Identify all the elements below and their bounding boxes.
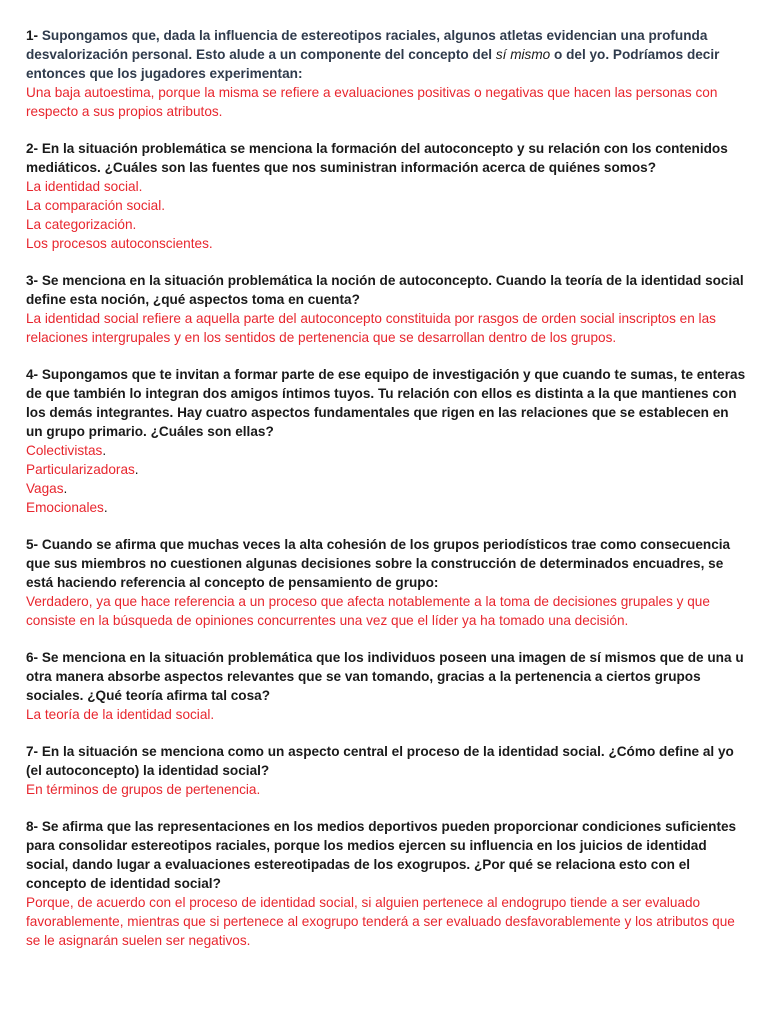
question-3 [26, 271, 748, 309]
answer-7: En términos de grupos de pertenencia. [26, 782, 261, 797]
answer-4-4: Emocionales. [26, 500, 108, 515]
qa-item-8 [26, 817, 748, 950]
question-number: 7- [26, 744, 39, 759]
qa-item-1 [26, 26, 748, 121]
question-number: 1- [26, 28, 39, 43]
answer-2-4: Los procesos autoconscientes. [26, 236, 213, 251]
qa-item-5 [26, 535, 748, 630]
qa-item-2 [26, 139, 748, 253]
question-number: 6- [26, 650, 39, 665]
answer-4-2: Particularizadoras. [26, 462, 139, 477]
question-text: o del yo. Podríamos decir entonces que los jugadores experimentan: [26, 47, 720, 81]
question-1 [26, 26, 748, 83]
qa-item-6 [26, 648, 748, 724]
question-number: 4- [26, 367, 39, 382]
question-6 [26, 648, 748, 705]
question-number: 5- [26, 537, 39, 552]
qa-item-7 [26, 742, 748, 799]
answer-4-1: Colectivistas. [26, 443, 107, 458]
answer-2-1: La identidad social. [26, 179, 143, 194]
answer-4-3: Vagas. [26, 481, 68, 496]
qa-item-4 [26, 365, 748, 517]
question-text: En la situación problemática se menciona la formación del autoconcepto y su relación con los contenidos mediáticos. ¿Cuáles son las fuentes que nos suministran información acerca de quiénes somos? [26, 141, 728, 175]
question-text: Se menciona en la situación problemática que los individuos poseen una imagen de sí mismos que de una u otra manera absorbe aspectos relevantes que se van tomando, gracias a la pertenencia a ciertos grupos sociales. ¿Qué teoría afirma tal cosa? [26, 650, 744, 703]
answer-6: La teoría de la identidad social. [26, 707, 215, 722]
question-5 [26, 535, 748, 592]
question-text: En la situación se menciona como un aspecto central el proceso de la identidad social. ¿Cómo define al yo (el autoconcepto) la identidad social? [26, 744, 734, 778]
answer-5: Verdadero, ya que hace referencia a un proceso que afecta notablemente a la toma de decisiones grupales y que consiste en la búsqueda de opiniones concurrentes una vez que el líder ya ha tomado una decisión. [26, 594, 710, 628]
question-7 [26, 742, 748, 780]
question-text: Supongamos que, dada la influencia de estereotipos raciales, algunos atletas evidencian una profunda desvalorización personal. Esto alude a un componente del concepto del [26, 28, 708, 62]
question-8 [26, 817, 748, 893]
answer-8: Porque, de acuerdo con el proceso de identidad social, si alguien pertenece al endogrupo tiende a ser evaluado favorablemente, mientras que si pertenece al exogrupo tenderá a ser evaluado desfavorablemente y los atributos que se le asignarán suelen ser negativos. [26, 895, 735, 948]
question-text: Se menciona en la situación problemática la noción de autoconcepto. Cuando la teoría de la identidad social define esta noción, ¿qué aspectos toma en cuenta? [26, 273, 744, 307]
answer-1: Una baja autoestima, porque la misma se refiere a evaluaciones positivas o negativas que hacen las personas con respecto a sus propios atributos. [26, 85, 718, 119]
question-text: Supongamos que te invitan a formar parte de ese equipo de investigación y que cuando te sumas, te enteras de que también lo integran dos amigos íntimos tuyos. Tu relación con ellos es distinta a la que mantienes con los demás integrantes. Hay cuatro aspectos fundamentales que rigen en las relaciones que se establecen en un grupo primario. ¿Cuáles son ellas? [26, 367, 746, 439]
question-text: Cuando se afirma que muchas veces la alta cohesión de los grupos periodísticos trae como consecuencia que sus miembros no cuestionen algunas decisiones sobre la construcción de determinados encuadres, se está haciendo referencia al concepto de pensamiento de grupo: [26, 537, 731, 590]
qa-item-3 [26, 271, 748, 347]
question-text: Se afirma que las representaciones en los medios deportivos pueden proporcionar condiciones suficientes para consolidar estereotipos raciales, porque los medios ejercen su influencia en los juicios de identidad social, dando lugar a evaluaciones estereotipadas de los exogrupos. ¿Por qué se relaciona esto con el concepto de identidad social? [26, 819, 737, 891]
question-emphasis: sí mismo [495, 47, 551, 62]
answer-2-3: La categorización. [26, 217, 137, 232]
answer-text: Colectivistas [26, 443, 103, 458]
answer-2-2: La comparación social. [26, 198, 166, 213]
question-4 [26, 365, 748, 441]
question-number: 2- [26, 141, 39, 156]
answer-text: Particularizadoras [26, 462, 135, 477]
question-number: 8- [26, 819, 39, 834]
question-number: 3- [26, 273, 39, 288]
answer-text: Vagas [26, 481, 64, 496]
answer-text: Emocionales [26, 500, 104, 515]
question-2 [26, 139, 748, 177]
answer-3: La identidad social refiere a aquella parte del autoconcepto constituida por rasgos de orden social inscriptos en las relaciones intergrupales y en los sentidos de pertenencia que se desarrollan dentro de los grupos. [26, 311, 716, 345]
